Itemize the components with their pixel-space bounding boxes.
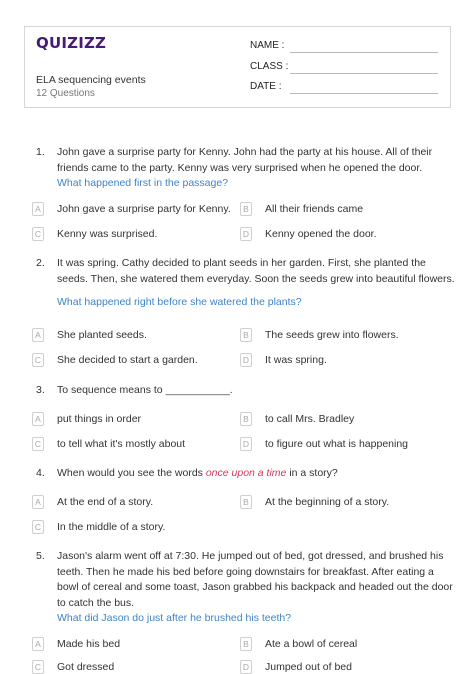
- option-text: Kenny opened the door.: [265, 228, 377, 240]
- option-text: At the beginning of a story.: [265, 496, 390, 508]
- option-letter: B: [240, 328, 252, 342]
- question-text: It was spring. Cathy decided to plant seeds in her garden. First, she planted the seeds. Then, she watered them everyday. Soon the seeds grew into beautiful flowers.: [57, 257, 455, 285]
- option-text: Got dressed: [57, 661, 115, 673]
- date-line[interactable]: [290, 93, 438, 94]
- option-text: The seeds grew into flowers.: [265, 329, 399, 341]
- option-letter: C: [32, 660, 44, 674]
- option-text: Kenny was surprised.: [57, 228, 158, 240]
- option-text: In the middle of a story.: [57, 521, 166, 533]
- option-letter: A: [32, 637, 44, 651]
- name-line[interactable]: [290, 52, 438, 53]
- question-text: To sequence means to ___________.: [57, 384, 233, 396]
- question-number: 2.: [36, 257, 45, 269]
- question-prompt: What did Jason do just after he brushed his teeth?: [57, 612, 292, 624]
- question-number: 1.: [36, 146, 45, 158]
- option-letter: A: [32, 202, 44, 216]
- option-text: to figure out what is happening: [265, 438, 409, 450]
- class-line[interactable]: [290, 73, 438, 74]
- option-text: She decided to start a garden.: [57, 354, 198, 366]
- question-text-end: in a story?: [286, 467, 338, 479]
- option-letter: B: [240, 495, 252, 509]
- option-text: It was spring.: [265, 354, 327, 366]
- option-letter: D: [240, 353, 252, 367]
- question-text: [57, 466, 457, 482]
- question-prompt: What happened first in the passage?: [57, 177, 229, 189]
- option-letter: C: [32, 437, 44, 451]
- option-letter: D: [240, 227, 252, 241]
- question-prompt: What happened right before she watered the plants?: [57, 296, 302, 308]
- option-text: She planted seeds.: [57, 329, 147, 341]
- name-label: NAME :: [250, 40, 285, 51]
- question-text: John gave a surprise party for Kenny. John had the party at his house. All of their friends came to the party. Kenny was very surprised when he opened the door.: [57, 146, 433, 174]
- class-label: CLASS :: [250, 61, 289, 72]
- option-letter: B: [240, 412, 252, 426]
- option-text: At the end of a story.: [57, 496, 154, 508]
- option-text: to call Mrs. Bradley: [265, 413, 355, 425]
- option-letter: C: [32, 520, 44, 534]
- question-number: 3.: [36, 384, 45, 396]
- option-letter: A: [32, 495, 44, 509]
- option-letter: D: [240, 660, 252, 674]
- option-text: to tell what it's mostly about: [57, 438, 186, 450]
- date-label: DATE :: [250, 81, 282, 92]
- question-text-start: When would you see the words: [57, 467, 206, 479]
- option-letter: A: [32, 328, 44, 342]
- option-text: All their friends came: [265, 203, 364, 215]
- option-letter: C: [32, 227, 44, 241]
- option-text: Jumped out of bed: [265, 661, 352, 673]
- option-letter: C: [32, 353, 44, 367]
- option-text: Made his bed: [57, 638, 121, 650]
- option-letter: D: [240, 437, 252, 451]
- question-emphasis: once upon a time: [205, 467, 287, 479]
- quizizz-logo: QUIZIZZ: [36, 34, 107, 52]
- option-letter: B: [240, 202, 252, 216]
- question-number: 5.: [36, 550, 45, 562]
- option-text: put things in order: [57, 413, 142, 425]
- question-text: Jason's alarm went off at 7:30. He jumped out of bed, got dressed, and brushed his teeth. Then he made his bed before going downstairs for breakfast. After eating a bowl of cereal and some toast, Jason grabbed his backpack and headed out the door to catch the bus.: [57, 550, 453, 609]
- option-letter: A: [32, 412, 44, 426]
- question-number: 4.: [36, 467, 45, 479]
- option-letter: B: [240, 637, 252, 651]
- option-text: John gave a surprise party for Kenny.: [57, 203, 231, 215]
- option-text: Ate a bowl of cereal: [265, 638, 358, 650]
- worksheet-title: ELA sequencing events: [36, 74, 146, 86]
- question-count: 12 Questions: [36, 88, 95, 99]
